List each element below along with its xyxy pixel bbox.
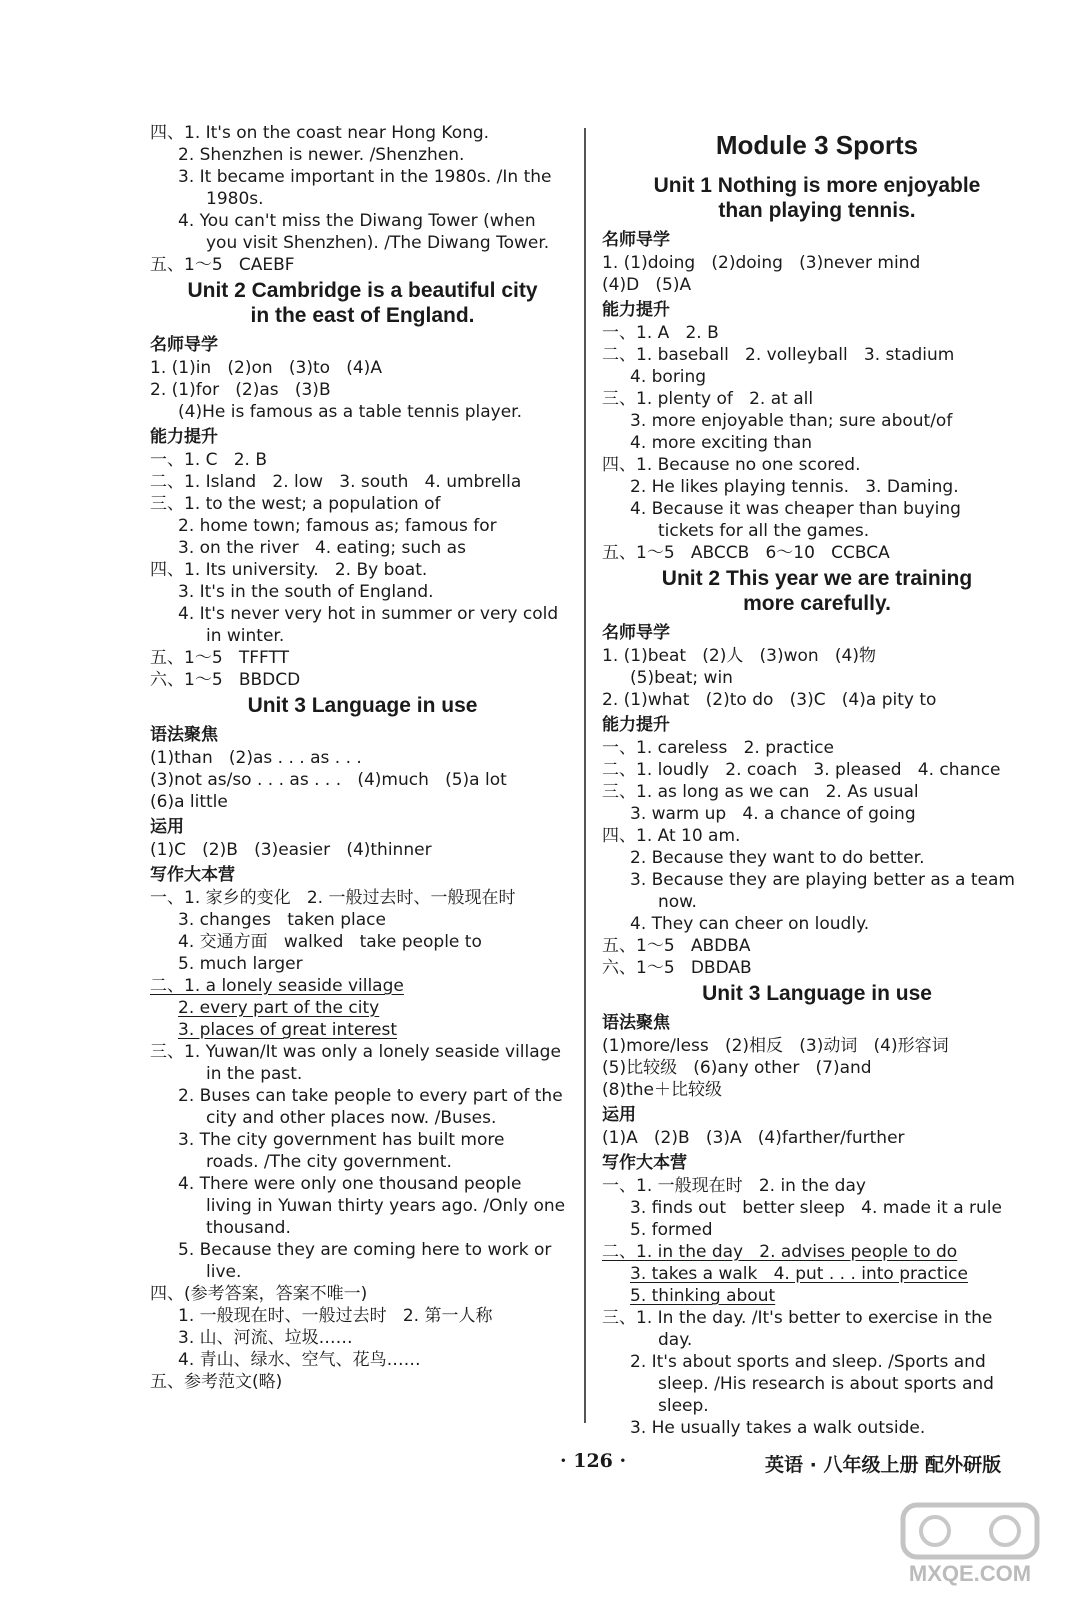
answer-line: city and other places now. /Buses. xyxy=(206,1108,497,1128)
answer-line: 3. It's in the south of England. xyxy=(178,582,434,602)
answer-line: now. xyxy=(658,892,697,912)
answer-line: living in Yuwan thirty years ago. /Only one xyxy=(206,1196,566,1216)
answer-line: you visit Shenzhen). /The Diwang Tower. xyxy=(206,233,550,253)
unit-heading: Unit 1 Nothing is more enjoyable than playing tennis. xyxy=(653,174,981,222)
answer-line: 5. much larger xyxy=(178,954,303,974)
answer-line: (3)not as/so . . . as . . . (4)much (5)a lot xyxy=(150,770,507,790)
section-heading: 语法聚焦 xyxy=(150,725,218,745)
answer-line: in the past. xyxy=(206,1064,303,1084)
section-heading: 运用 xyxy=(150,817,184,837)
column-divider xyxy=(584,128,586,1423)
answer-line: 2. every part of the city xyxy=(178,998,380,1018)
answer-line: 二、1. baseball 2. volleyball 3. stadium xyxy=(602,345,955,365)
answer-line: 五、1～5 ABCCB 6～10 CCBCA xyxy=(602,543,890,563)
module-title: Module 3 Sports xyxy=(715,130,919,160)
answer-line: 四、(参考答案，答案不唯一) xyxy=(150,1284,368,1304)
answer-line: 五、1～5 TFFTT xyxy=(150,648,289,668)
answer-line: roads. /The city government. xyxy=(206,1152,452,1172)
answer-line: 4. There were only one thousand people xyxy=(178,1174,522,1194)
answer-line: 二、1. loudly 2. coach 3. pleased 4. chance xyxy=(602,760,1001,780)
answer-line: day. xyxy=(658,1330,693,1350)
answer-line: 三、1. In the day. /It's better to exercise in the xyxy=(602,1308,993,1328)
answer-line: 六、1～5 DBDAB xyxy=(602,958,752,978)
answer-line: 二、1. in the day 2. advises people to do xyxy=(602,1242,958,1262)
answer-line: 五、参考范文(略) xyxy=(150,1372,283,1392)
answer-line: 2. Buses can take people to every part of the xyxy=(178,1086,563,1106)
answer-line: 4. 青山、绿水、空气、花鸟…… xyxy=(178,1350,421,1370)
answer-line: 3. The city government has built more xyxy=(178,1130,505,1150)
answer-line: 四、1. Its university. 2. By boat. xyxy=(150,560,428,580)
answer-line: 4. more exciting than xyxy=(630,433,813,453)
answer-line: 一、1. 家乡的变化 2. 一般过去时、一般现在时 xyxy=(150,888,516,908)
section-heading: 能力提升 xyxy=(150,427,218,447)
answer-line: 3. changes taken place xyxy=(178,910,386,930)
answer-line: 一、1. 一般现在时 2. in the day xyxy=(602,1176,866,1196)
answer-line: 二、1. Island 2. low 3. south 4. umbrella xyxy=(150,472,522,492)
answer-line: 3. places of great interest xyxy=(178,1020,397,1040)
answer-line: 4. It's never very hot in summer or very cold xyxy=(178,604,559,624)
answer-line: 四、1. At 10 am. xyxy=(602,826,741,846)
answer-line: 3. warm up 4. a chance of going xyxy=(630,804,916,824)
answer-line: (1)A (2)B (3)A (4)farther/further xyxy=(602,1128,905,1148)
answer-line: (8)the＋比较级 xyxy=(602,1080,722,1100)
answer-line: 3. on the river 4. eating; such as xyxy=(178,538,466,558)
answer-line: 四、1. It's on the coast near Hong Kong. xyxy=(150,123,490,143)
answer-line: 4. They can cheer on loudly. xyxy=(630,914,870,934)
answer-line: live. xyxy=(206,1262,242,1282)
section-heading: 运用 xyxy=(602,1105,636,1125)
section-heading: 写作大本营 xyxy=(150,865,235,885)
answer-line: (5)比较级 (6)any other (7)and xyxy=(602,1058,872,1078)
answer-line: thousand. xyxy=(206,1218,291,1238)
section-heading: 写作大本营 xyxy=(602,1153,687,1173)
answer-line: 三、1. plenty of 2. at all xyxy=(602,389,814,409)
answer-line: tickets for all the games. xyxy=(658,521,870,541)
section-heading: 名师导学 xyxy=(150,335,218,355)
answer-line: 3. He usually takes a walk outside. xyxy=(630,1418,926,1438)
section-heading: 能力提升 xyxy=(602,300,670,320)
right-column xyxy=(602,122,1032,1439)
answer-line: (6)a little xyxy=(150,792,228,812)
answer-line: (1)more/less (2)相反 (3)动词 (4)形容词 xyxy=(602,1036,949,1056)
answer-line: 一、1. A 2. B xyxy=(602,323,719,343)
answer-line: 五、1～5 CAEBF xyxy=(150,255,295,275)
answer-line: 三、1. to the west; a population of xyxy=(150,494,441,514)
left-column xyxy=(150,122,575,1393)
answer-line: 六、1～5 BBDCD xyxy=(150,670,301,690)
section-heading: 名师导学 xyxy=(602,623,670,643)
answer-line: 2. (1)what (2)to do (3)C (4)a pity to xyxy=(602,690,937,710)
section-heading: 能力提升 xyxy=(602,715,670,735)
answer-line: 2. It's about sports and sleep. /Sports and xyxy=(630,1352,986,1372)
answer-line: 3. finds out better sleep 4. made it a rule xyxy=(630,1198,1002,1218)
answer-line: 4. 交通方面 walked take people to xyxy=(178,932,482,952)
answer-line: 3. It became important in the 1980s. /In the xyxy=(178,167,552,187)
book-title: 英语 · 八年级上册 配外研版 xyxy=(765,1454,1002,1476)
answer-line: 2. home town; famous as; famous for xyxy=(178,516,497,536)
answer-line: 1980s. xyxy=(206,189,264,209)
page-number: · 126 · xyxy=(560,1450,627,1472)
answer-line: sleep. /His research is about sports and xyxy=(658,1374,994,1394)
answer-line: 5. Because they are coming here to work or xyxy=(178,1240,552,1260)
unit-heading: Unit 2 Cambridge is a beautiful city in the east of England. xyxy=(187,279,538,327)
section-heading: 语法聚焦 xyxy=(602,1013,670,1033)
section-heading: 名师导学 xyxy=(602,230,670,250)
answer-line: 5. formed xyxy=(630,1220,713,1240)
answer-line: 5. thinking about xyxy=(630,1286,776,1306)
answer-line: 1. (1)doing (2)doing (3)never mind xyxy=(602,253,921,273)
answer-line: 二、1. a lonely seaside village xyxy=(150,976,404,996)
answer-line: 2. He likes playing tennis. 3. Daming. xyxy=(630,477,959,497)
unit-heading: Unit 3 Language in use xyxy=(247,694,478,717)
answer-line: 三、1. Yuwan/It was only a lonely seaside village xyxy=(150,1042,561,1062)
answer-line: 1. (1)beat (2)人 (3)won (4)物 xyxy=(602,646,876,666)
answer-line: (4)D (5)A xyxy=(602,275,692,295)
unit-heading: Unit 3 Language in use xyxy=(702,982,932,1005)
answer-line: 2. Because they want to do better. xyxy=(630,848,925,868)
answer-line: 4. boring xyxy=(630,367,707,387)
answer-line: 2. (1)for (2)as (3)B xyxy=(150,380,331,400)
answer-line: 1. 一般现在时、一般过去时 2. 第一人称 xyxy=(178,1306,493,1326)
answer-line: (1)C (2)B (3)easier (4)thinner xyxy=(150,840,432,860)
watermark-text: MXQE.COM xyxy=(908,1561,1032,1586)
answer-line: 四、1. Because no one scored. xyxy=(602,455,861,475)
answer-line: 2. Shenzhen is newer. /Shenzhen. xyxy=(178,145,465,165)
page-footer xyxy=(560,1450,1040,1480)
watermark-logo xyxy=(895,1495,1045,1590)
answer-line: 一、1. C 2. B xyxy=(150,450,267,470)
answer-line: 三、1. as long as we can 2. As usual xyxy=(602,782,919,802)
answer-line: 4. Because it was cheaper than buying xyxy=(630,499,961,519)
answer-line: 3. takes a walk 4. put . . . into practice xyxy=(630,1264,968,1284)
answer-line: 3. 山、河流、垃圾…… xyxy=(178,1328,353,1348)
answer-line: 3. Because they are playing better as a team xyxy=(630,870,1015,890)
answer-line: sleep. xyxy=(658,1396,709,1416)
answer-line: 3. more enjoyable than; sure about/of xyxy=(630,411,953,431)
answer-line: (4)He is famous as a table tennis player. xyxy=(178,402,523,422)
answer-line: in winter. xyxy=(206,626,285,646)
answer-line: (5)beat; win xyxy=(630,668,733,688)
answer-line: (1)than (2)as . . . as . . . xyxy=(150,748,362,768)
answer-line: 4. You can't miss the Diwang Tower (when xyxy=(178,211,536,231)
answer-line: 一、1. careless 2. practice xyxy=(602,738,834,758)
unit-heading: Unit 2 This year we are training more carefully. xyxy=(661,567,973,615)
answer-line: 1. (1)in (2)on (3)to (4)A xyxy=(150,358,382,378)
answer-line: 五、1～5 ABDBA xyxy=(602,936,751,956)
